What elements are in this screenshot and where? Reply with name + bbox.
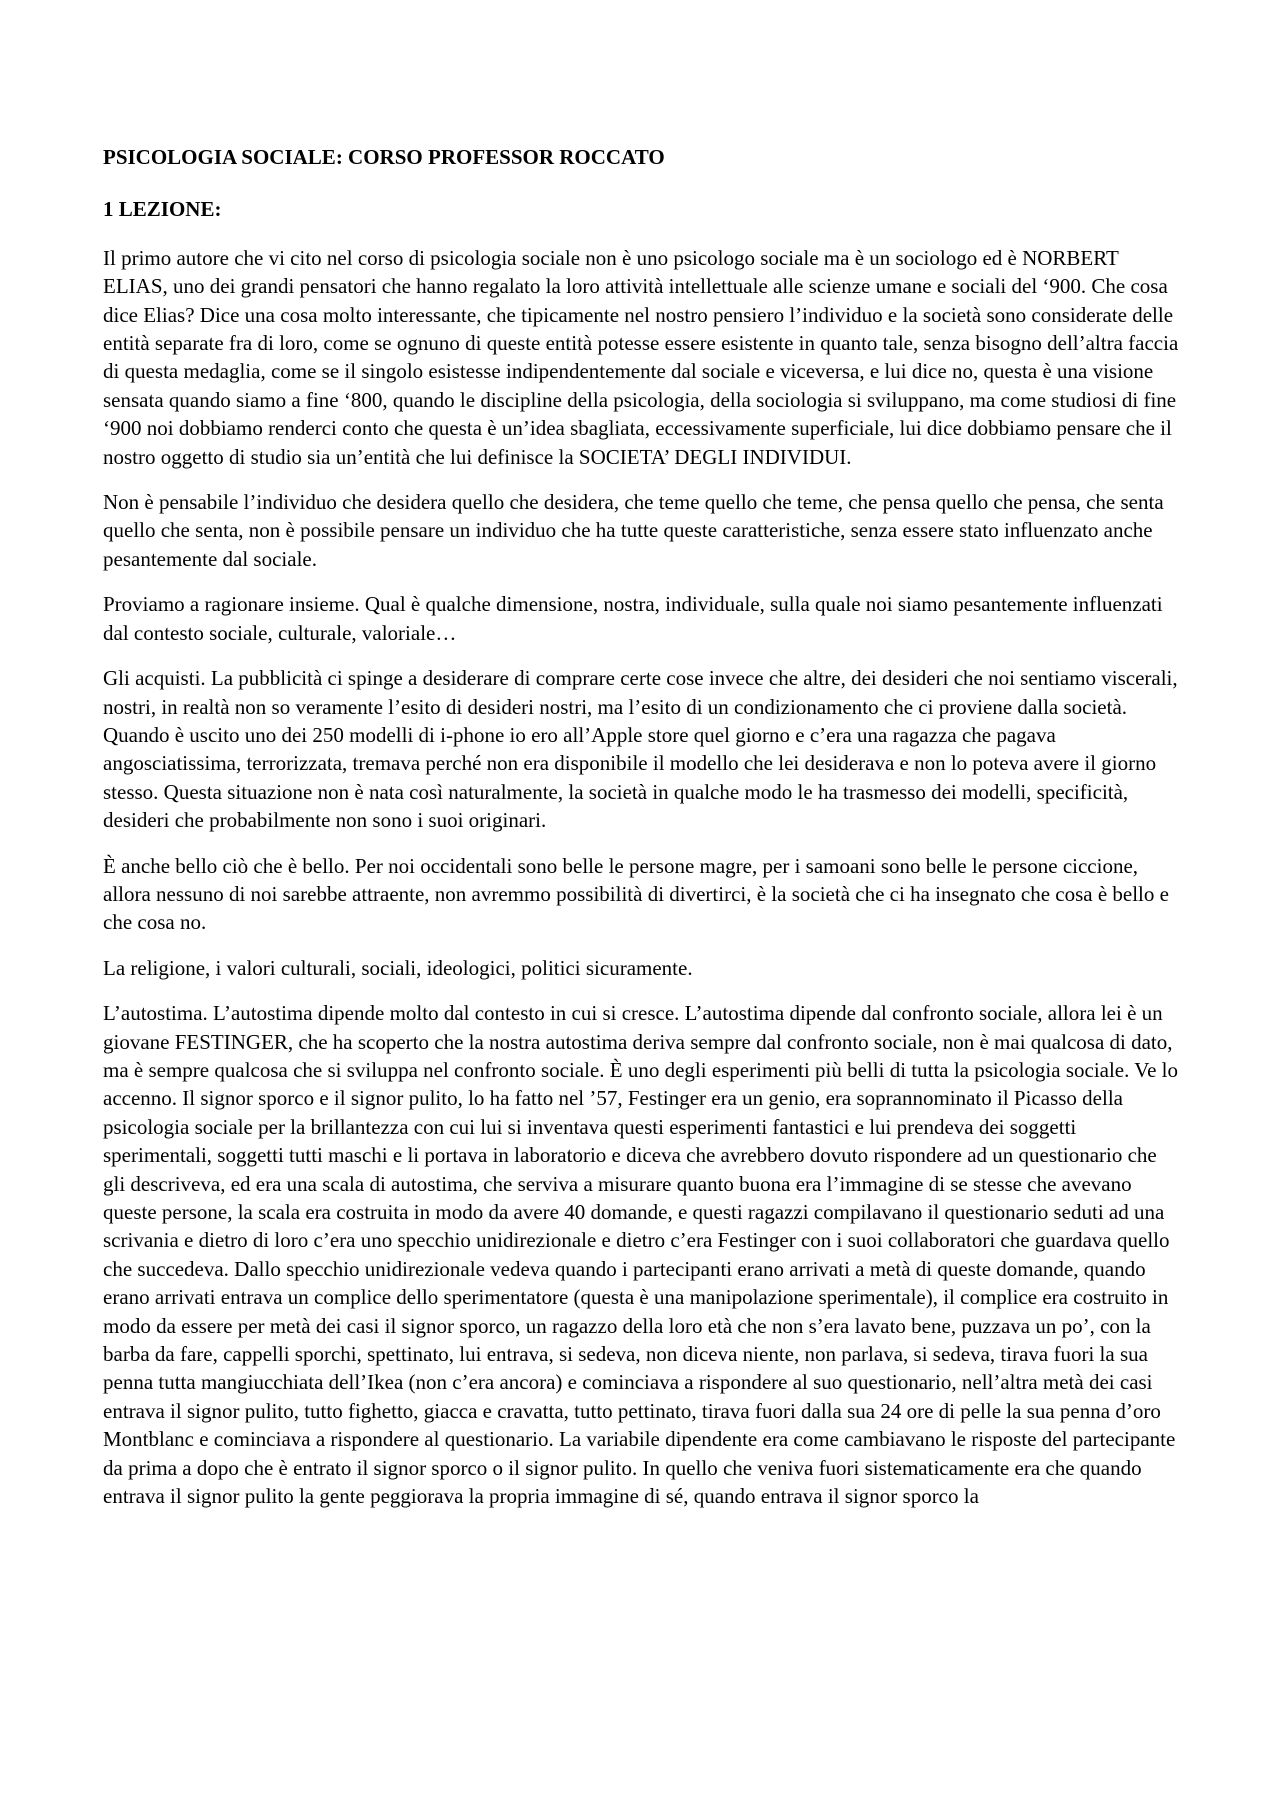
- document-title: PSICOLOGIA SOCIALE: CORSO PROFESSOR ROCCATO: [103, 145, 665, 169]
- paragraph-autostima-festinger: L’autostima. L’autostima dipende molto dal contesto in cui si cresce. L’autostima dipende dal confronto sociale, allora lei è un giovane FESTINGER, che ha scoperto che la nostra autostima deriva sempre dal confronto sociale, non è mai qualcosa di dato, ma è sempre qualcosa che si sviluppa nel confronto sociale. È uno degli esperimenti più belli di tutta la psicologia sociale. Ve lo accenno. Il signor sporco e il signor pulito, lo ha fatto nel ’57, Festinger era un genio, era soprannominato il Picasso della psicologia sociale per la brillantezza con cui lui si inventava questi esperimenti fantastici e lui prendeva dei soggetti sperimentali, soggetti tutti maschi e li portava in laboratorio e diceva che avrebbero dovuto rispondere ad un questionario che gli descriveva, ed era una scala di autostima, che serviva a misurare quanto buona era l’immagine di se stesse che avevano queste persone, la scala era costruita in modo da avere 40 domande, e questi ragazzi compilavano il questionario seduti ad una scrivania e dietro di loro c’era uno specchio unidirezionale e dietro c’era Festinger con i suoi collaboratori che guardava quello che succedeva. Dallo specchio unidirezionale vedeva quando i partecipanti erano arrivati a metà di queste domande, quando erano arrivati entrava un complice dello sperimentatore (questa è una manipolazione sperimentale), il complice era costruito in modo da essere per metà dei casi il signor sporco, un ragazzo della loro età che non s’era lavato bene, puzzava un po’, con la barba da fare, cappelli sporchi, spettinato, lui entrava, si sedeva, non diceva niente, non parlava, si sedeva, tirava fuori la sua penna tutta mangiucchiata dell’Ikea (non c’era ancora) e cominciava a rispondere al suo questionario, nell’altra metà dei casi entrava il signor pulito, tutto fighetto, giacca e cravatta, tutto pettinato, tirava fuori dalla sua 24 ore di pelle la sua penna d’oro Montblanc e cominciava a rispondere al questionario. La variabile dipendente era come cambiavano le risposte del partecipante da prima a dopo che è entrato il signor sporco o il signor pulito. In quello che veniva fuori sistematicamente era che quando entrava il signor pulito la gente peggiorava la propria immagine di sé, quando entrava il signor sporco la: [103, 1001, 1178, 1509]
- paragraph-bello-cio-che-e-bello: È anche bello ciò che è bello. Per noi occidentali sono belle le persone magre, per i samoani sono belle le persone ciccione, allora nessuno di noi sarebbe attraente, non avremmo possibilità di divertirci, è la società che ci ha insegnato che cosa è bello e che cosa no.: [103, 853, 1169, 935]
- paragraph-gli-acquisti: Gli acquisti. La pubblicità ci spinge a desiderare di comprare certe cose invece che altre, dei desideri che noi sentiamo viscerali, nostri, in realtà non so veramente l’esito di desideri nostri, ma l’esito di un condizionamento che ci proviene dalla società. Quando è uscito uno dei 250 modelli di i-phone io ero all’Apple store quel giorno e c’era una ragazza che pagava angosciatissima, terrorizzata, tremava perché non era disponibile il modello che lei desiderava e non lo poteva avere il giorno stesso. Questa situazione non è nata così naturalmente, la società in qualche modo le ha trasmesso dei modelli, specificità, desideri che probabilmente non sono i suoi originari.: [103, 666, 1178, 833]
- section-heading-lezione-1: 1 LEZIONE:: [103, 197, 222, 222]
- paragraph-individuo-non-pensabile: Non è pensabile l’individuo che desidera quello che desidera, che teme quello che teme, che pensa quello che pensa, che senta quello che senta, non è possibile pensare un individuo che ha tutte queste caratteristiche, senza essere stato influenzato anche pesantemente dal sociale.: [103, 490, 1164, 571]
- paragraph-religione-valori: La religione, i valori culturali, sociali, ideologici, politici sicuramente.: [103, 955, 693, 980]
- paragraph-proviamo-a-ragionare: Proviamo a ragionare insieme. Qual è qualche dimensione, nostra, individuale, sulla quale noi siamo pesantemente influenzati dal contesto sociale, culturale, valoriale…: [103, 592, 1163, 645]
- paragraph-norbert-elias: Il primo autore che vi cito nel corso di psicologia sociale non è uno psicologo sociale ma è un sociologo ed è NORBERT ELIAS, uno dei grandi pensatori che hanno regalato la loro attività intellettuale alle scienze umane e sociali del ‘900. Che cosa dice Elias? Dice una cosa molto interessante, che tipicamente nel nostro pensiero l’individuo e la società sono considerate delle entità separate fra di loro, come se ognuno di queste entità potesse essere esistente in quanto tale, senza bisogno dell’altra faccia di questa medaglia, come se il singolo esistesse indipendentemente dal sociale e viceversa, e lui dice no, questa è una visione sensata quando siamo a fine ‘800, quando le discipline della psicologia, della sociologia si sviluppano, ma come studiosi di fine ‘900 noi dobbiamo renderci conto che questa è un’idea sbagliata, eccessivamente superficiale, lui dice dobbiamo pensare che il nostro oggetto di studio sia un’entità che lui definisce la SOCIETA’ DEGLI INDIVIDUI.: [103, 245, 1179, 469]
